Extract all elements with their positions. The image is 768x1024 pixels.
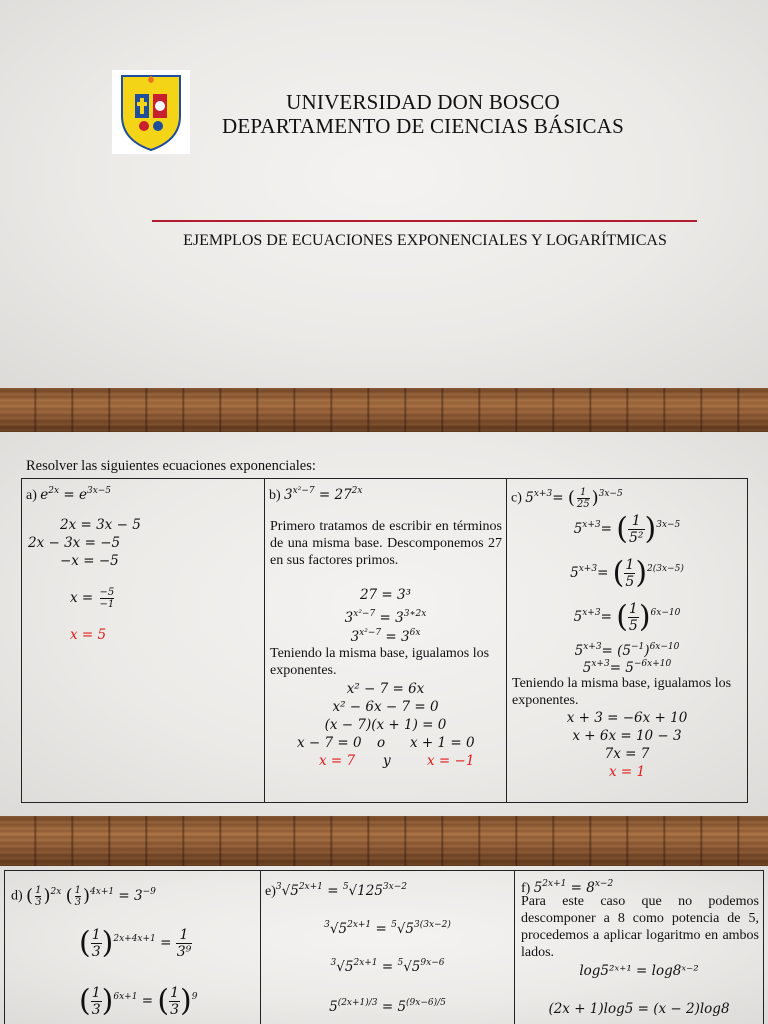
explanation-text: Teniendo la misma base, igualamos los exponentes. [270,646,490,678]
log-equation: log5²ˣ⁺¹ = log8ˣ⁻² [579,963,699,979]
connector-word: o [377,735,386,751]
answer: x = 7 [319,753,356,769]
exercise-c [507,479,747,802]
intro-text: Resolver las siguientes ecuaciones exponenciales: [26,458,316,474]
step-line: x + 1 = 0 [410,735,475,751]
equation-heading: $e^{2x} = e^{3x-5}$ [40,486,112,503]
rewrite-equation: $5^{x+3}=$ ( $\frac{1}{5}$ )$^{6x-10}$ [573,599,681,635]
exercise-a [22,479,265,802]
equation-heading: $5^{x+3}=$ ( $\frac{1}{25}$ )$^{3x-5}$ [525,486,623,510]
step-line: 2x − 3x = −5 [28,535,121,551]
exercise-b [265,479,507,802]
connector-word: y [383,753,391,769]
exercise-label: a) [26,488,37,503]
title-slide [0,0,768,388]
department-name: DEPARTAMENTO DE CIENCIAS BÁSICAS [222,114,624,138]
step-line: −x = −5 [60,553,119,569]
exercise-e [261,871,515,1024]
fraction-step [70,587,116,610]
exercise-table [21,478,748,803]
explanation-text: Teniendo la misma base, igualamos los exponentes. [512,676,732,708]
equation-heading: $5^{2x+1} = 8^{x-2}$ [533,879,614,896]
fraction-denominator: −1 [99,599,115,610]
step-line: x + 6x = 10 − 3 [572,728,682,744]
equation-heading: $3^{x^2-7} = 27^{2x}$ [284,486,363,503]
factor-equation: 27 = 3³ [359,587,412,603]
step-line: 2x = 3x − 5 [60,517,141,533]
equation-heading: $^3√5^{2x+1} = ^5√125^{3x-2}$ [275,882,407,899]
answer: x = −1 [427,753,475,769]
rewrite-equation: $5^{(2x+1)/3} = 5^{(9x-6)/5}$ [329,998,446,1015]
rewrite-equation: $5^{x+3}= 5^{-6x+10}$ [582,659,672,676]
presentation-subtitle: EJEMPLOS DE ECUACIONES EXPONENCIALES Y LOGARÍTMICAS [183,232,667,249]
rewrite-equation: $5^{x+3}=$ ( $\frac{1}{\text{5²}}$ )$^{3x-5}$ [573,511,681,547]
divider [152,220,697,222]
step-line: 7x = 7 [604,746,650,762]
exercise-d [5,871,261,1024]
rewrite-equation: $5^{x+3}=$ ( $\frac{1}{5}$ )$^{2(3x-5)}$ [570,555,684,591]
exercise-label: c) [511,490,522,506]
university-logo [112,70,190,154]
log-equation: (2x + 1)log5 = (x − 2)log8 [548,1001,730,1017]
university-name: UNIVERSIDAD DON BOSCO [286,90,560,114]
step-line: x + 3 = −6x + 10 [566,710,688,726]
exercise-label: d) [11,888,23,904]
step-line: x² − 7 = 6x [346,681,425,697]
explanation-text: Para este caso que no podemos descomponer a 8 como potencia de 5, procedemos a aplicar logaritmo en ambos lados. [521,894,759,960]
exercise-label: e) [265,884,276,899]
rewrite-equation: $3^{x^2-7} = 3^{6x}$ [350,628,421,645]
exercise-table-2 [4,870,764,1024]
university-heading [190,90,656,138]
step-line: x − 7 = 0 [297,735,362,751]
step-line: (x − 7)(x + 1) = 0 [324,717,447,733]
step-line: x² − 6x − 7 = 0 [332,699,439,715]
wood-floor-band [0,388,768,432]
rewrite-equation: $5^{x+3}= (5^{-1})^{6x-10}$ [574,642,680,659]
rewrite-equation: ( $\frac{1}{3}$ )$^{2x+4x+1}$ = $\frac{1}{\text{3⁹}}$ [79,925,192,961]
wood-floor-band [0,816,768,866]
exercise-f [515,871,763,1024]
explanation-text: Primero tratamos de escribir en términos de una misma base. Descomponemos 27 en sus factores primos. [270,519,502,568]
answer: x = 5 [70,627,107,643]
exercise-label: b) [269,488,281,503]
equation-heading: ( $\frac{1}{3}$ )$^{2x}$ ( $\frac{1}{3}$ )$^{4x+1} = 3^{-9}$ [26,884,156,908]
rewrite-equation: $^3√5^{2x+1} = ^5√5^{3(3x-2)}$ [324,920,451,937]
rewrite-equation: $^3√5^{2x+1} = ^5√5^{9x-6}$ [330,958,445,975]
fraction-numerator: −5 [99,587,115,598]
answer: x = 1 [608,764,646,780]
fraction-lhs: x = [70,590,94,606]
exercise-label: f) [521,881,531,896]
rewrite-equation: $3^{x^2-7} = 3^{3∗2x}$ [344,609,427,626]
rewrite-equation: ( $\frac{1}{3}$ )$^{6x+1}$ = ( $\frac{1}{3}$ )$^9$ [79,983,198,1019]
